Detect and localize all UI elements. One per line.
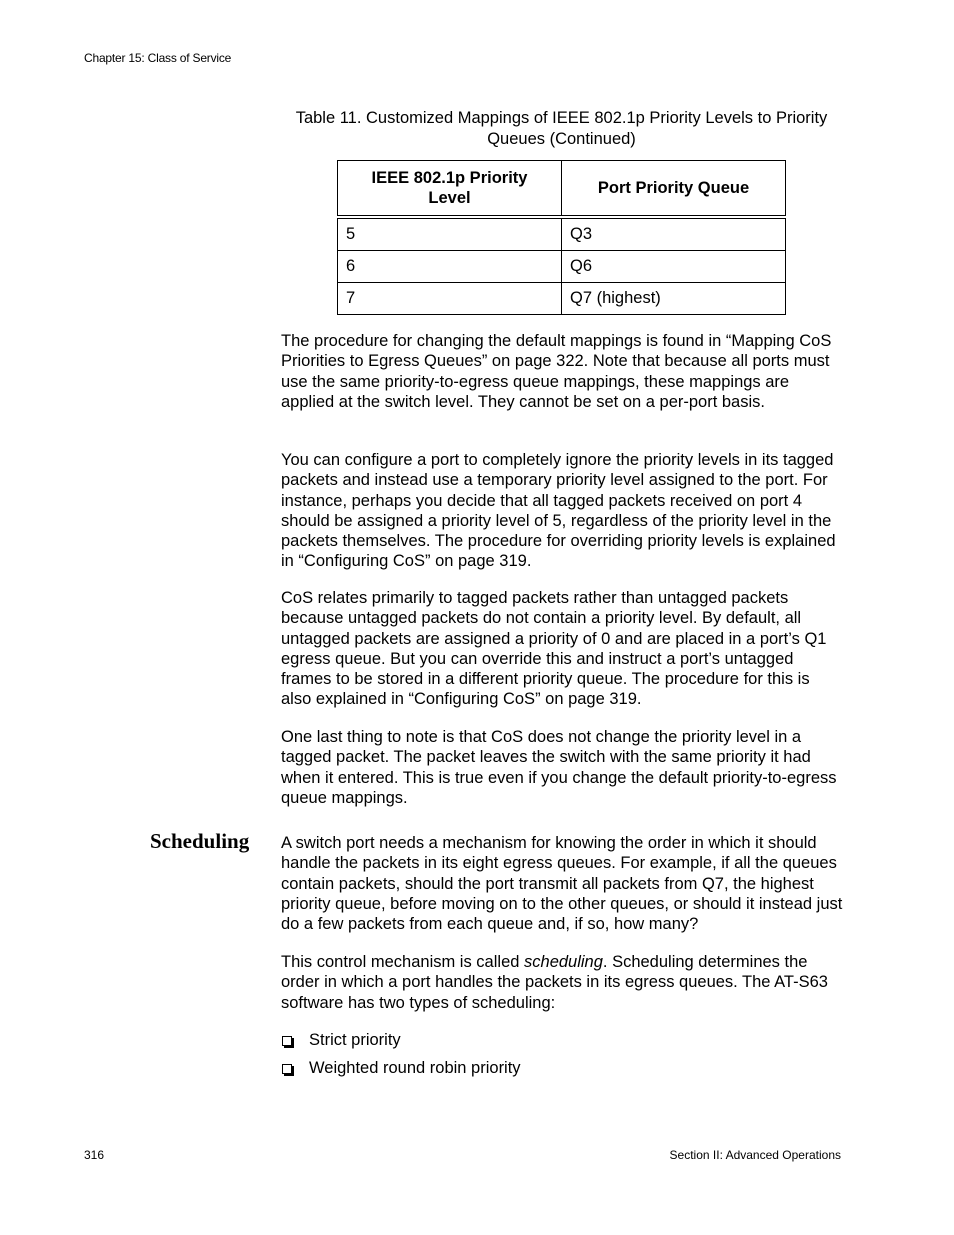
paragraph-text: CoS relates primarily to tagged packets rather than untagged packets because untagged packets do not contain a priority level. By default, all untagged packets are assigned a priority of 0 and are placed in a port’s Q1 egress queue. But you can override this and instruct a port’s untagged frames to be stored in a different priority queue. The procedure for this is also explained in “Configuring CoS” on page 319. — [281, 589, 827, 709]
priority-mapping-table — [337, 160, 786, 315]
table-row — [338, 251, 786, 283]
body-paragraph — [281, 331, 843, 412]
body-paragraph — [281, 952, 843, 1013]
running-header: Chapter 15: Class of Service — [84, 51, 232, 65]
body-paragraph — [281, 833, 843, 934]
list-item — [281, 1029, 843, 1057]
checkbox-bullet-icon — [282, 1064, 292, 1074]
section-heading-scheduling: Scheduling — [150, 829, 250, 853]
body-paragraph — [281, 450, 843, 572]
paragraph-text: One last thing to note is that CoS does not change the priority level in a tagged packet. The packet leaves the switch with the same priority it had when it entered. This is true even if you change the default priority-to-egress queue mappings. — [281, 728, 837, 807]
table-cell: Q7 (highest) — [562, 283, 786, 315]
table-header-cell: Port Priority Queue — [562, 161, 786, 218]
table-row — [338, 217, 786, 251]
list-item-label: Strict priority — [309, 1031, 401, 1049]
table-header-row — [338, 161, 786, 218]
body-paragraph — [281, 588, 843, 710]
paragraph-text: You can configure a port to completely ignore the priority levels in its tagged packets and instead use a temporary priority level assigned to the port. For instance, perhaps you decide that all tagged packets received on port 4 should be assigned a priority level of 5, regardless of the priority level in the packets themselves. The procedure for overriding priority levels is explained in “Configuring CoS” on page 319. — [281, 451, 836, 571]
scheduling-types-list — [281, 1029, 843, 1085]
table-cell: 7 — [338, 283, 562, 315]
paragraph-text-start: This control mechanism is called — [281, 953, 525, 971]
list-item — [281, 1057, 843, 1085]
table-header-cell: IEEE 802.1p Priority Level — [338, 161, 562, 218]
list-item-label: Weighted round robin priority — [309, 1059, 521, 1077]
table-cell: 5 — [338, 217, 562, 251]
table-caption — [280, 108, 843, 150]
table-cell: Q3 — [562, 217, 786, 251]
checkbox-bullet-icon — [282, 1036, 292, 1046]
table-cell: 6 — [338, 251, 562, 283]
page-number: 316 — [84, 1148, 105, 1162]
paragraph-text — [281, 952, 843, 1013]
table-cell: Q6 — [562, 251, 786, 283]
body-paragraph — [281, 727, 843, 808]
table-caption-line2: Queues (Continued) — [487, 130, 636, 148]
running-footer: Section II: Advanced Operations — [669, 1148, 841, 1162]
table-row — [338, 283, 786, 315]
table-caption-line1: Table 11. Customized Mappings of IEEE 802.1p Priority Levels to Priority — [295, 109, 828, 127]
paragraph-text-end: . Scheduling determines the order in which a port handles the packets in its egress queues. The AT-S63 software has two types of scheduling: — [281, 953, 828, 1012]
paragraph-text: The procedure for changing the default mappings is found in “Mapping CoS Priorities to Egress Queues” on page 322. Note that because all ports must use the same priority-to-egress queue mappings, these mappings are applied at the switch level. They cannot be set on a per-port basis. — [281, 332, 832, 411]
paragraph-text: A switch port needs a mechanism for knowing the order in which it should handle the packets in its eight egress queues. For example, if all the queues contain packets, should the port transmit all packets from Q7, the highest priority queue, before moving on to the other queues, or should it instead just do a few packets from each queue and, if so, how many? — [281, 834, 843, 934]
emphasis-term: scheduling — [524, 953, 603, 971]
